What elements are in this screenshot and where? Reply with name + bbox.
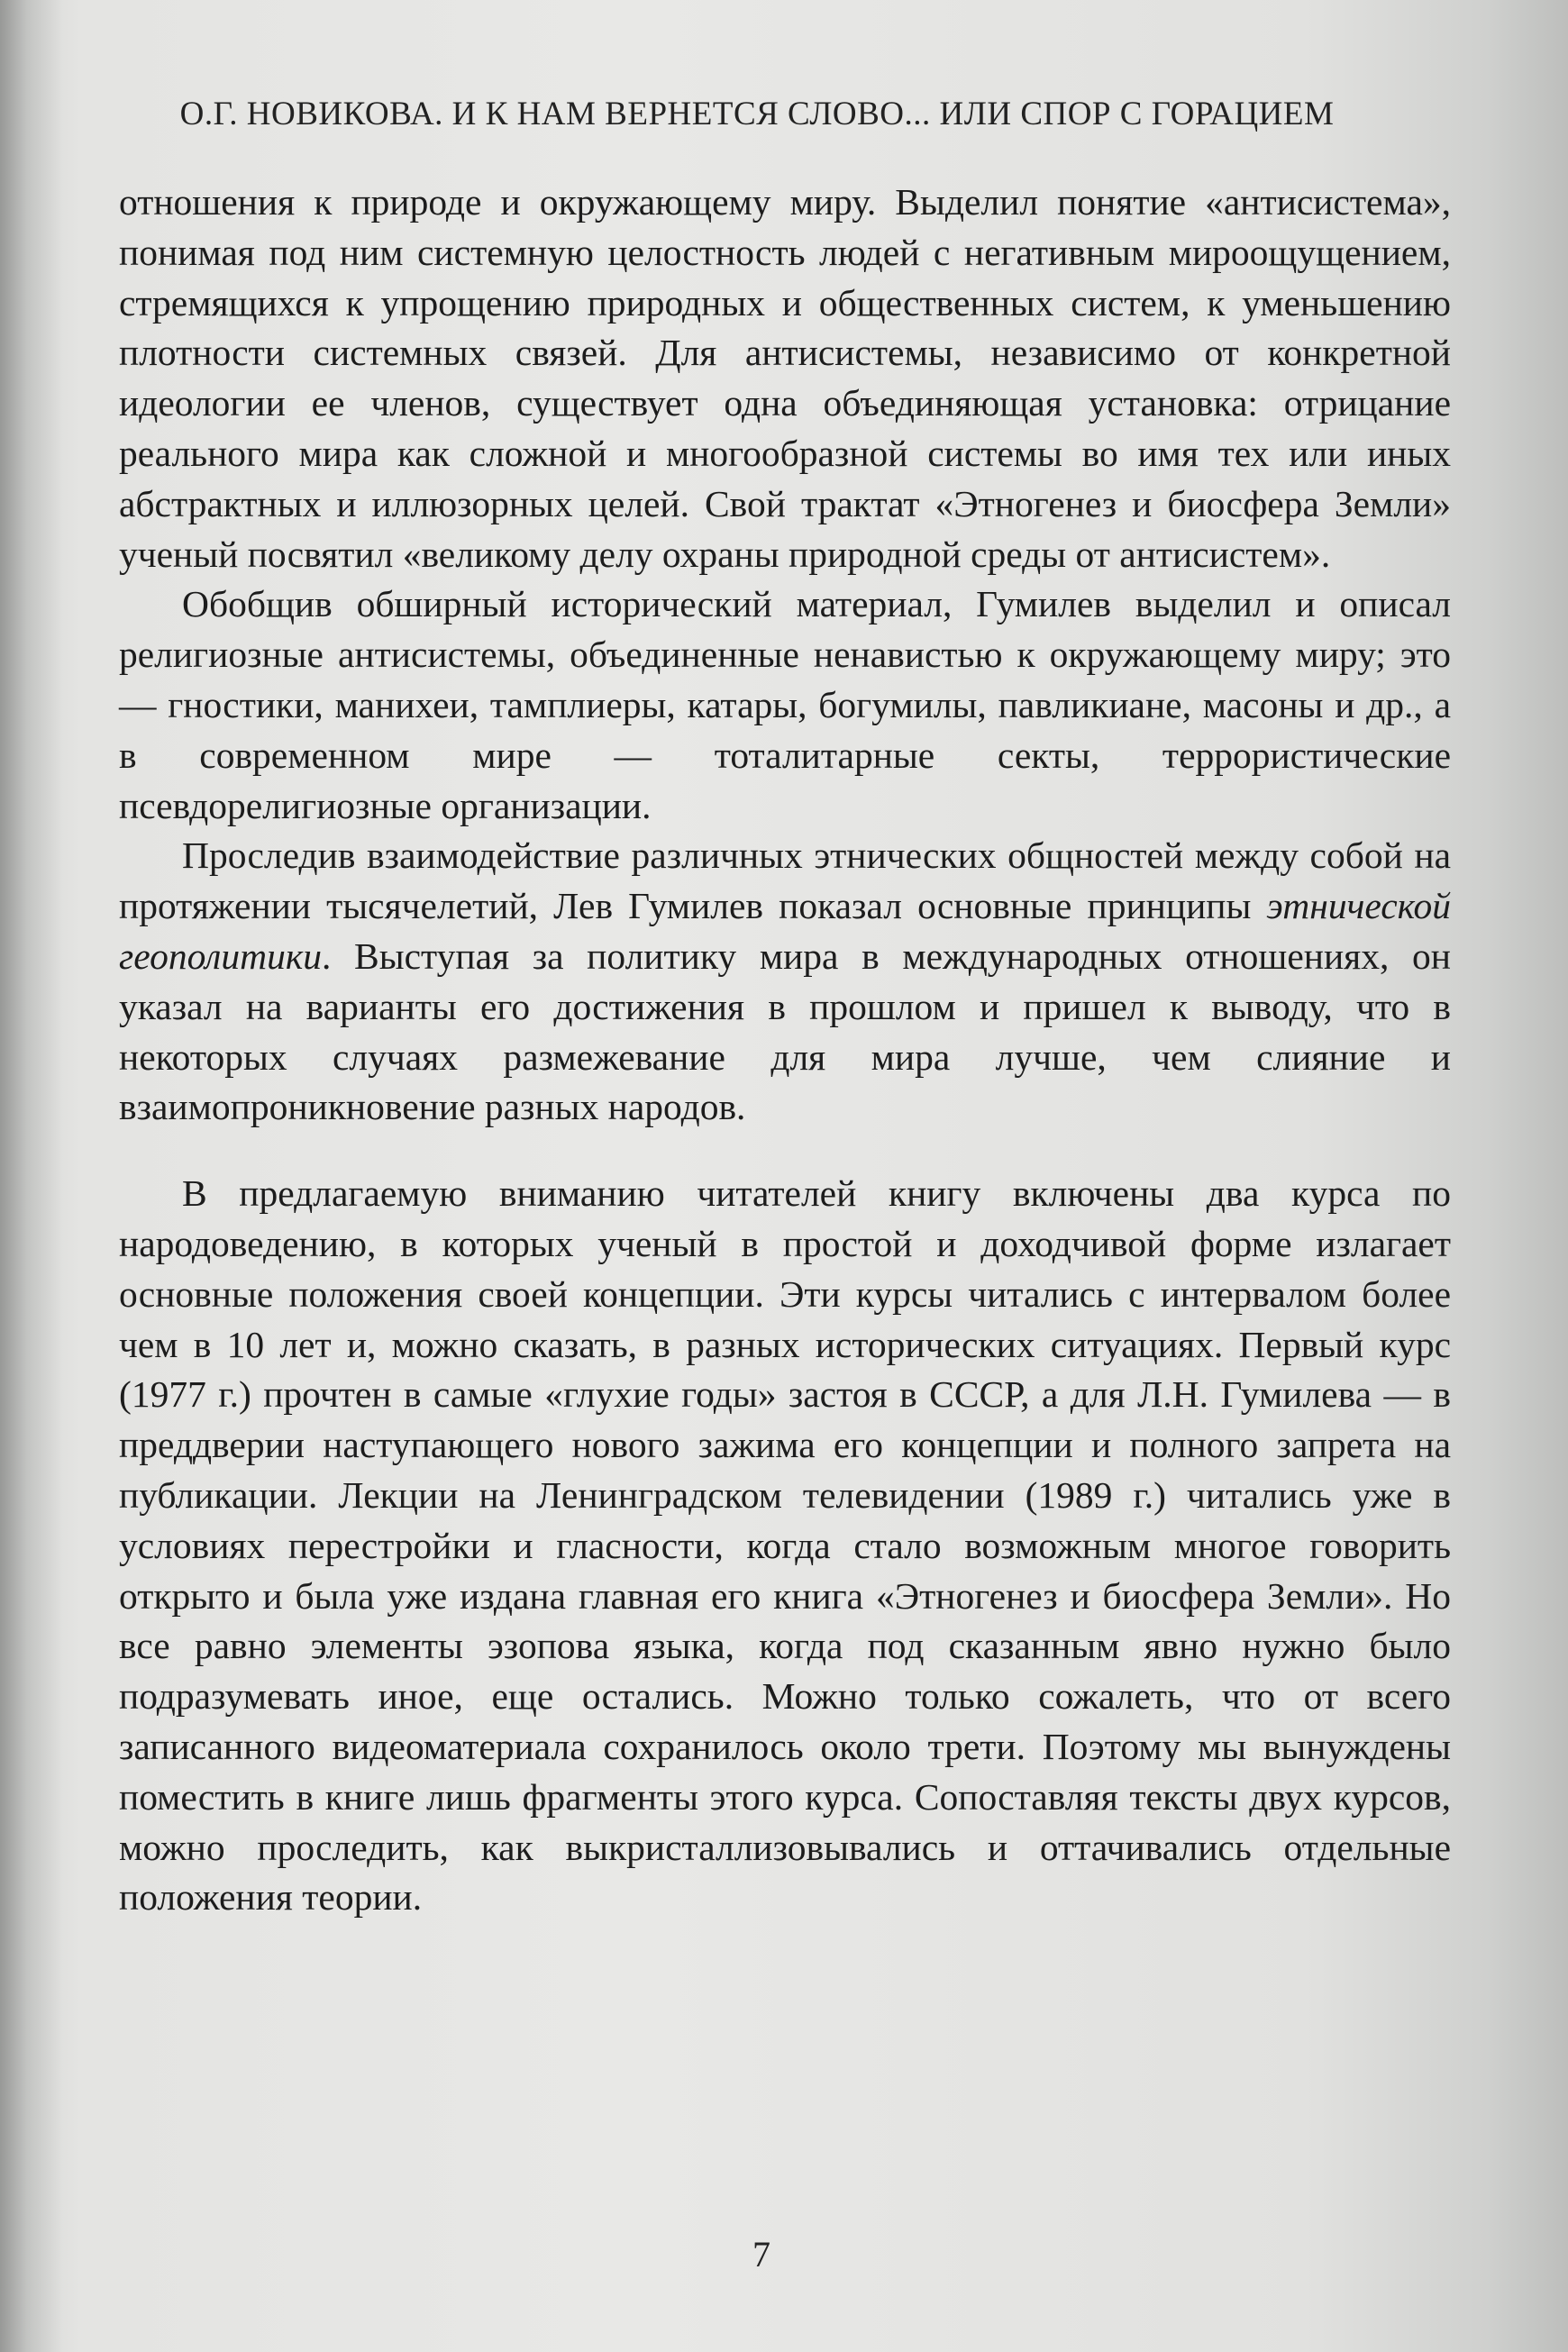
paragraph-4: В предлагаемую вниманию читателей книгу включены два курса по народоведению, в которых ученый в простой и доходчивой форме излагает основные положения своей концепции. Эти курсы читались с интервалом более чем в 10 лет и, можно сказать, в разных исторических ситуациях. Первый курс (1977 г.) прочтен в самые «глухие годы» застоя в СССР, а для Л.Н. Гумилева — в преддверии наступающего нового зажима его концепции и полного запрета на публикации. Лекции на Ленинградском телевидении (1989 г.) читались уже в условиях перестройки и гласности, когда стало возможным многое говорить открыто и была уже издана главная его книга «Этногенез и биосфера Земли». Но все равно элементы эзопова языка, когда под сказанным явно нужно было подразумевать иное, еще остались. Можно только сожалеть, что от всего записанного видеоматериала сохранилось около трети. Поэтому мы вынуждены поместить в книге лишь фрагменты этого курса. Сопоставляя тексты двух курсов, можно проследить, как выкристаллизовывались и оттачивались отдельные положения теории. xyxy=(119,1172,1451,1919)
page-number: 7 xyxy=(752,2234,770,2275)
emphasis-ethnic-geopolitics: этнической геополитики xyxy=(119,885,1451,977)
paragraph-3 xyxy=(119,831,1451,1133)
paragraph-1: отношения к природе и окружающему миру. Выделил понятие «антисистема», понимая под ним системную целостность людей с негативным мироощущением, стремящихся к упрощению природных и общественных систем, к уменьшению плотности системных связей. Для антисистемы, независимо от конкретной идеологии ее членов, существует одна объединяющая установка: отрицание реального мира как сложной и многообразной системы во имя тех или иных абстрактных и иллюзорных целей. Свой трактат «Этногенез и биосфера Земли» ученый посвятил «великому делу охраны природной среды от антисистем». xyxy=(119,181,1451,575)
running-header: О.Г. НОВИКОВА. И К НАМ ВЕРНЕТСЯ СЛОВО... ИЛИ СПОР С ГОРАЦИЕМ xyxy=(179,96,1335,132)
spine-shadow xyxy=(0,0,63,2352)
paragraph-3-text-start: Проследив взаимодействие различных этнических общностей между собой на протяжении тысячелетий, Лев Гумилев показал основные принципы xyxy=(119,834,1451,927)
paragraph-3-text-end: . Выступая за политику мира в международных отношениях, он указал на варианты его достижения в прошлом и пришел к выводу, что в некоторых случаях размежевание для мира лучше, чем слияние и взаимопроникновение разных народов. xyxy=(119,934,1451,1128)
paragraph-2: Обобщив обширный исторический материал, Гумилев выделил и описал религиозные антисистемы, объединенные ненавистью к окружающему миру; это — гностики, манихеи, тамплиеры, катары, богумилы, павликиане, масоны и др., а в современном мире — тоталитарные секты, террористические псевдорелигиозные организации. xyxy=(119,583,1451,826)
body-text xyxy=(119,178,1451,1923)
